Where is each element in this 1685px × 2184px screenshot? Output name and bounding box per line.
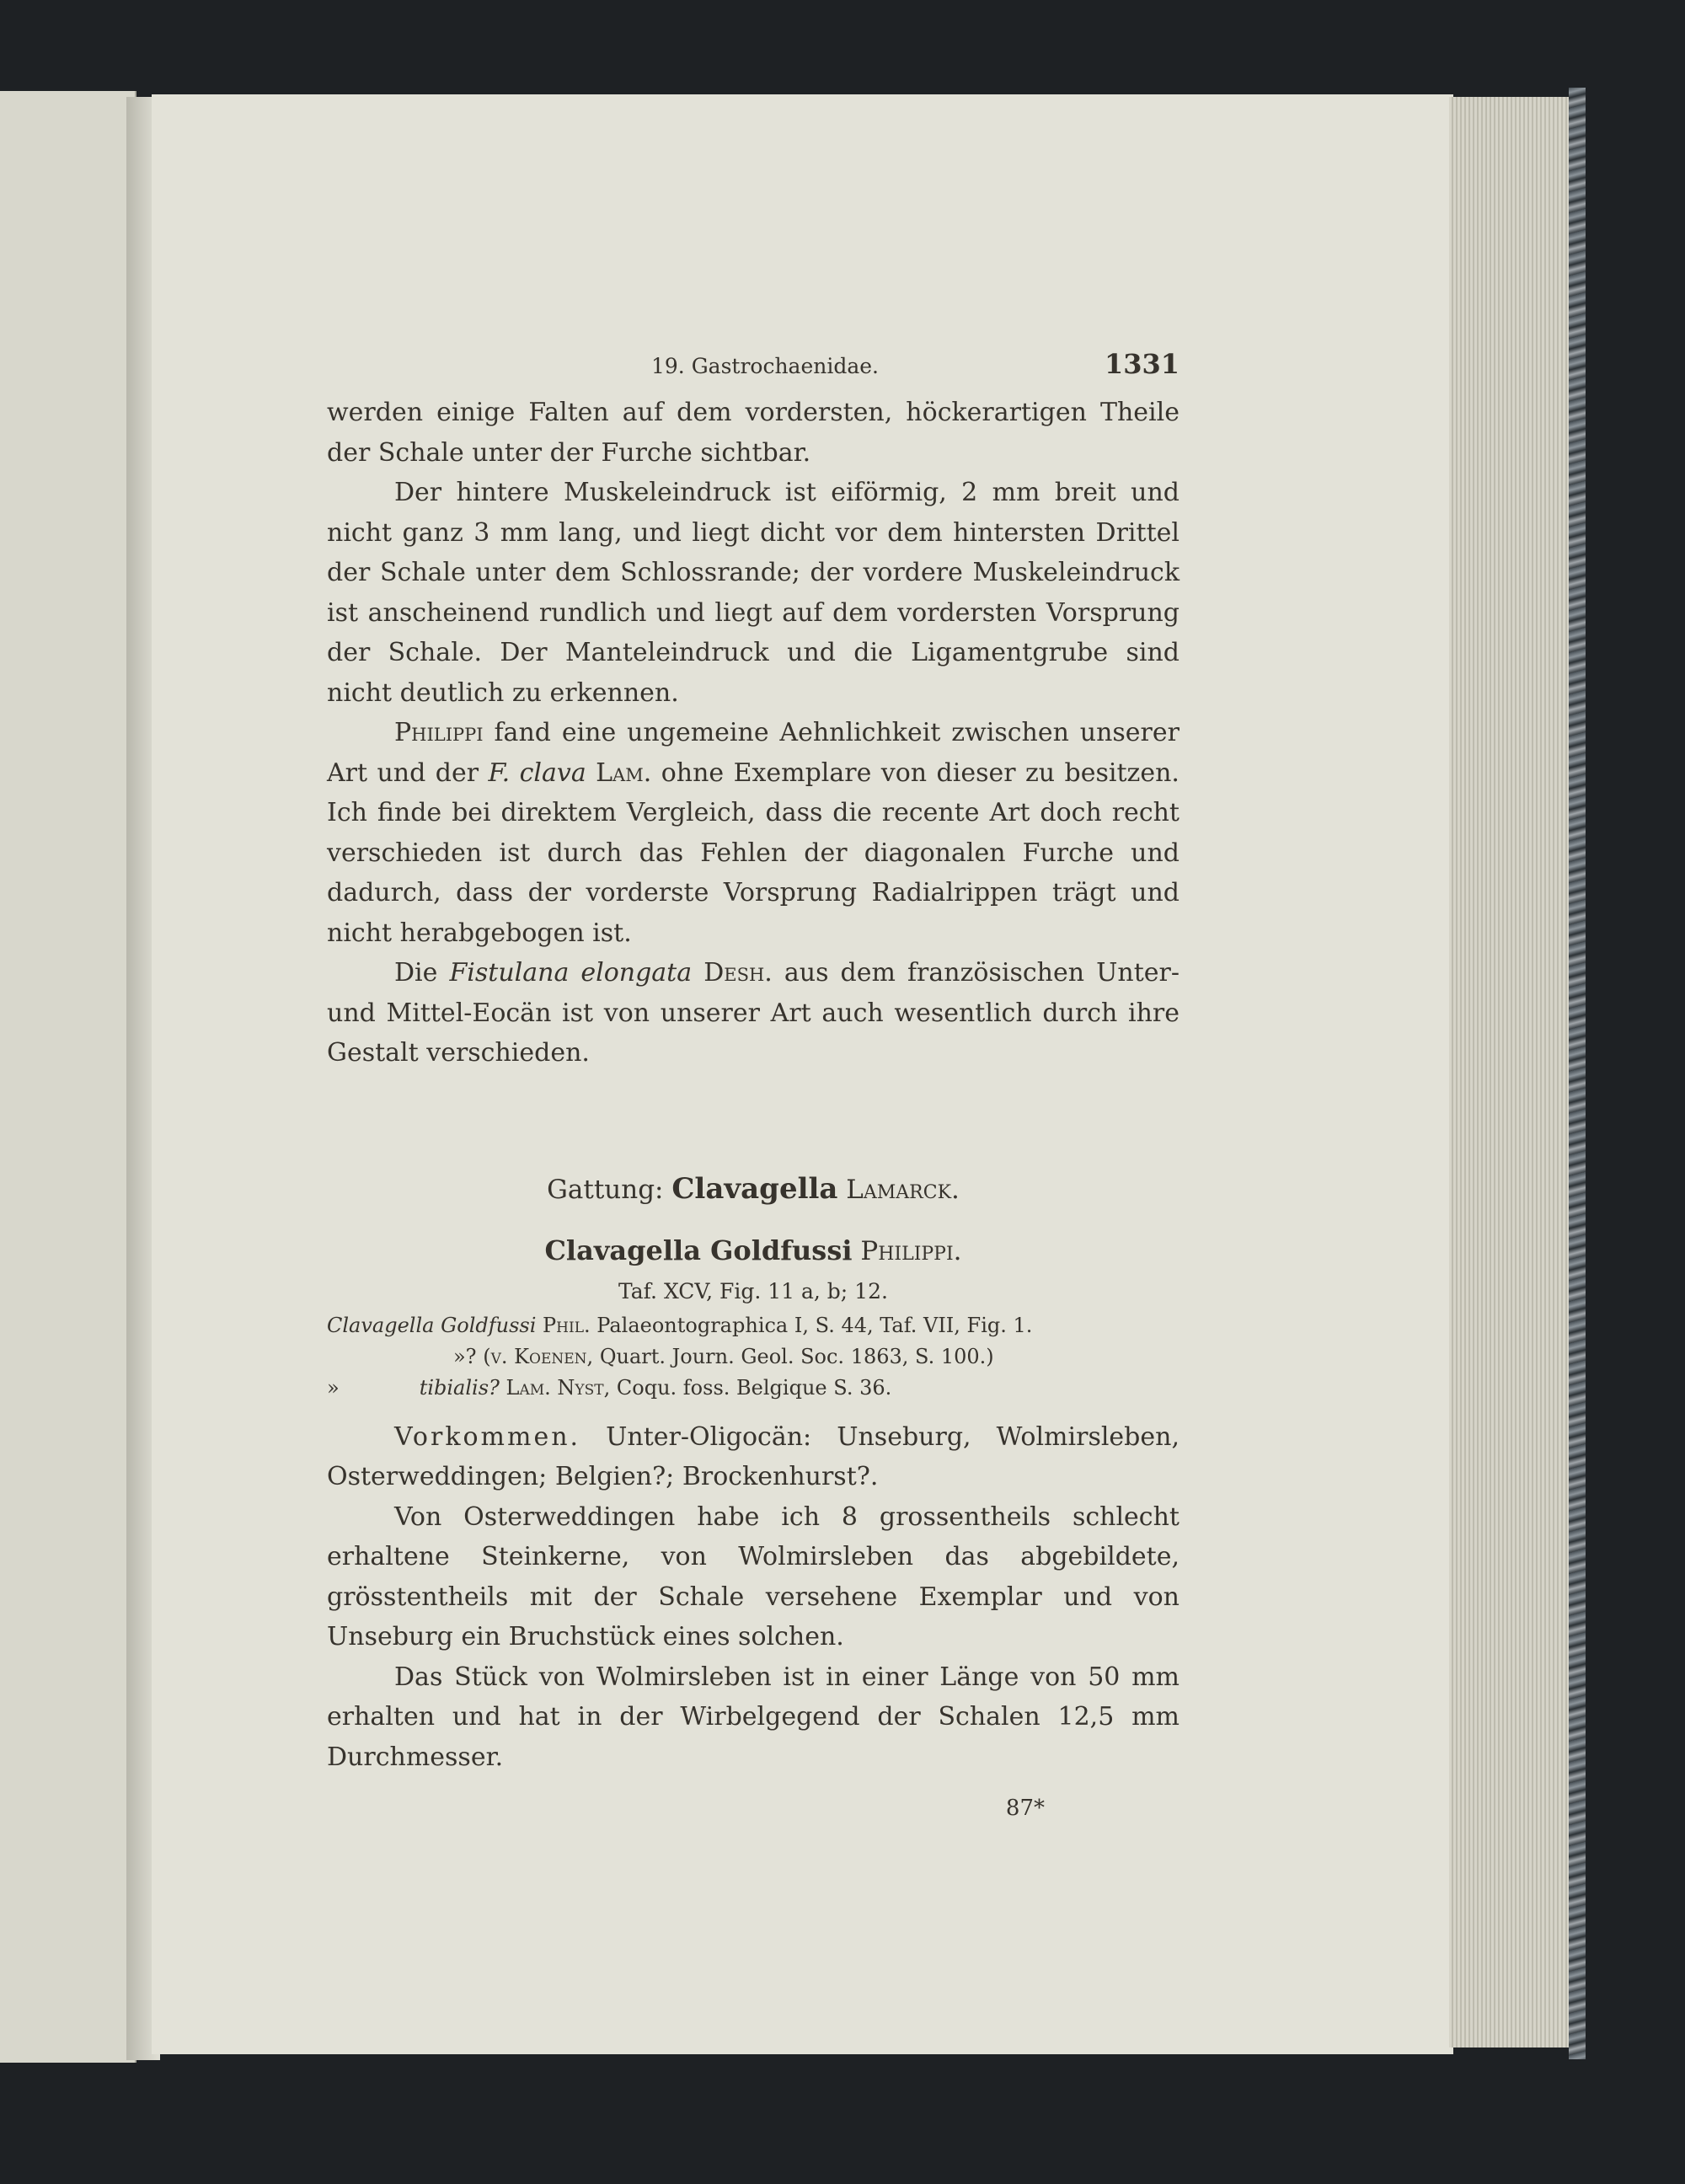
page-edges bbox=[1449, 97, 1575, 2048]
genus-name: Clavagella bbox=[671, 1171, 838, 1206]
running-title: 19. Gastrochaenidae. bbox=[651, 354, 880, 378]
paragraph: Von Osterweddingen habe ich 8 grossentheils schlecht erhaltene Steinkerne, von Wolmirsleben das abgebildete, grösstentheils mit der Schale versehene Exemplar und von Unseburg ein Bruchstück eines solchen. bbox=[327, 1502, 1180, 1651]
occurrence-paragraph: Vorkommen. Unter-Oligocän: Unseburg, Wolmirsleben, Osterweddingen; Belgien?; Brockenhurst?. bbox=[327, 1421, 1180, 1491]
species-title: Clavagella Goldfussi bbox=[544, 1234, 853, 1266]
genus-author: Lamarck. bbox=[846, 1174, 960, 1205]
synonym-entry: »? (v. Koenen, Quart. Journ. Geol. Soc. 1863, S. 100.) bbox=[453, 1344, 994, 1368]
paragraph: Philippi fand eine ungemeine Aehnlichkeit zwischen unserer Art und der F. clava Lam. ohne Exemplare von dieser zu besitzen. Ich finde bei direktem Vergleich, dass die recente Art doch recht verschieden ist durch das Fehlen der diagonalen Furche und dadurch, dass der vorderste Vorsprung Radialrippen trägt und nicht herabgebogen ist. bbox=[327, 718, 1180, 948]
paragraph: werden einige Falten auf dem vordersten, höckerartigen Theile der Schale unter der Furche sichtbar. bbox=[327, 398, 1180, 468]
paragraph: Der hintere Muskeleindruck ist eiförmig, 2 mm breit und nicht ganz 3 mm lang, und liegt dicht vor dem hintersten Drittel der Schale unter dem Schlossrande; der vordere Muskeleindruck ist anscheinend rundlich und liegt auf dem vordersten Vorsprung der Schale. Der Manteleindruck und die Ligamentgrube sind nicht deutlich zu erkennen. bbox=[327, 478, 1180, 708]
synonymy-list bbox=[327, 1310, 1180, 1404]
species-name: Fistulana elongata bbox=[449, 958, 693, 988]
species-author: Philippi. bbox=[860, 1235, 962, 1266]
species-heading bbox=[327, 1229, 1180, 1272]
book-cover bbox=[1569, 88, 1586, 2059]
signature-mark: 87* bbox=[1005, 1796, 1045, 1821]
page-header bbox=[327, 342, 1180, 391]
paragraph: Die Fistulana elongata Desh. aus dem französischen Unter- und Mittel-Eocän ist von unserer Art auch wesentlich durch ihre Gestalt verschieden. bbox=[327, 958, 1180, 1068]
author-name: Lam. bbox=[596, 757, 652, 788]
genus-heading: Gattung: Clavagella Lamarck. bbox=[547, 1171, 960, 1206]
occurrence-label: Vorkommen. bbox=[394, 1421, 581, 1452]
left-page bbox=[0, 91, 136, 2063]
species-name: F. clava bbox=[488, 757, 586, 788]
page-number: 1331 bbox=[1104, 348, 1180, 380]
author-name: Philippi bbox=[394, 718, 484, 747]
synonym-entry: » tibialis? Lam. Nyst, Coqu. foss. Belgique S. 36. bbox=[327, 1375, 892, 1400]
synonym-entry: Clavagella Goldfussi Phil. Palaeontographica I, S. 44, Taf. VII, Fig. 1. bbox=[327, 1313, 1033, 1337]
page-content bbox=[327, 342, 1180, 1829]
plate-reference: Taf. XCV, Fig. 11 a, b; 12. bbox=[618, 1278, 888, 1303]
paragraph: Das Stück von Wolmirsleben ist in einer Länge von 50 mm erhalten und hat in der Wirbelgegend der Schalen 12,5 mm Durchmesser. bbox=[327, 1662, 1180, 1772]
author-name: Desh. bbox=[703, 958, 773, 988]
